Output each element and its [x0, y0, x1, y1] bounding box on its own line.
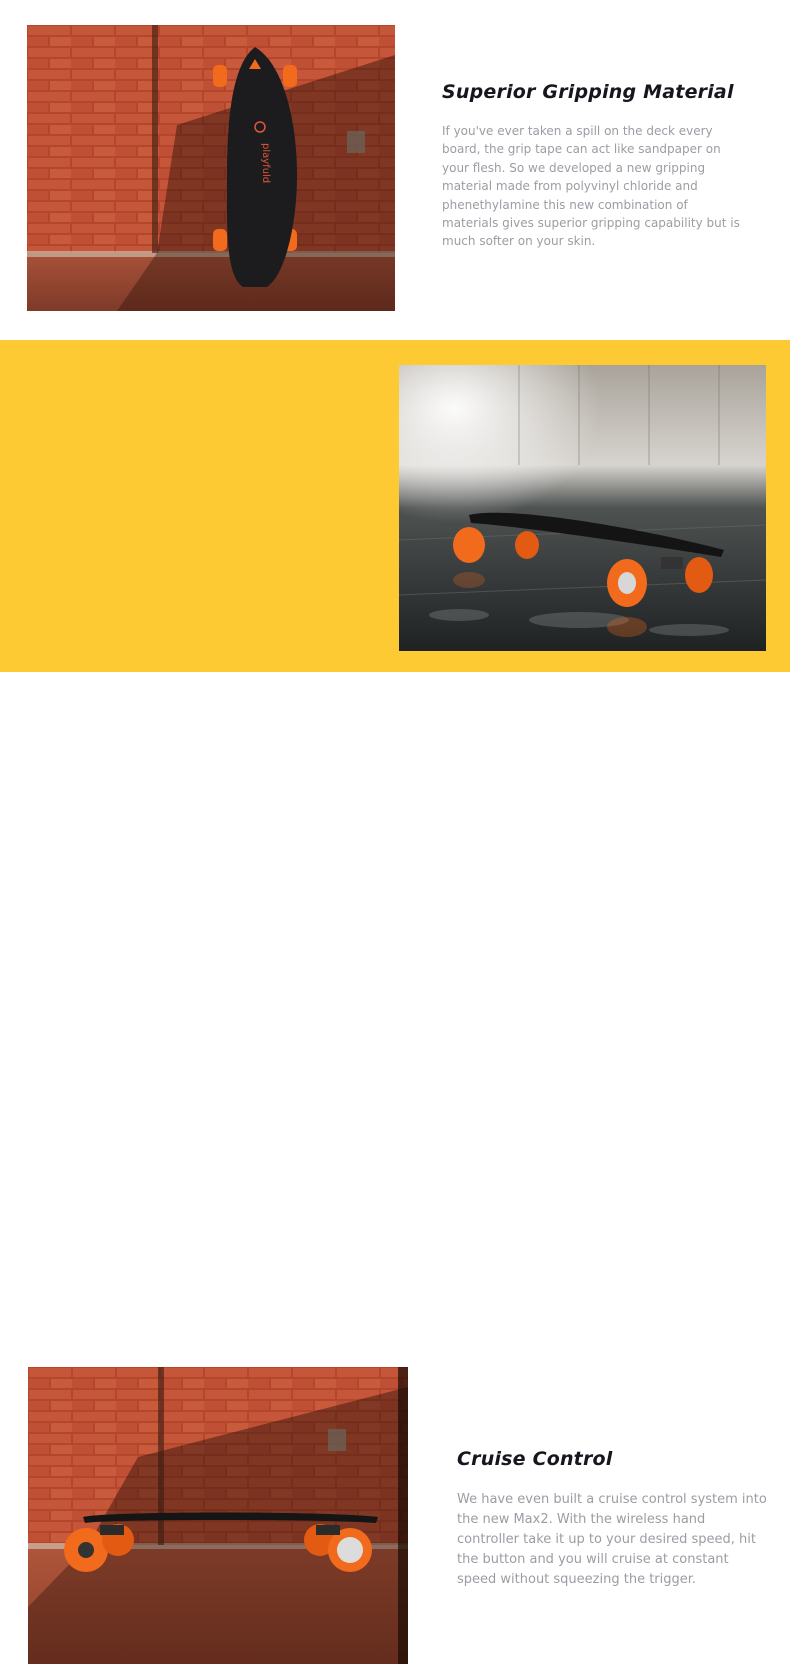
feature-title-grip: Superior Gripping Material: [442, 81, 734, 103]
skateboard-side-view-photo: [28, 1367, 408, 1664]
skateboard-on-wet-glass-photo: [399, 365, 766, 651]
feature-body-grip: If you've ever taken a spill on the deck every board, the grip tape can act like sandpaper on your flesh. So we developed a new gripping material made from polyvinyl chloride and phenethylamine this new combination of materials gives superior gripping capability but is much softer on your skin.: [442, 124, 740, 249]
feature-body-cruise: We have even built a cruise control system into the new Max2. With the wireless hand controller take it up to your desired speed, hit the button and you will cruise at constant speed without squeezing the trigger.: [457, 1492, 767, 1587]
skateboard-against-wall-photo: [27, 25, 395, 311]
svg-text:playfuld: playfuld: [260, 143, 271, 184]
feature-section-grip: [0, 0, 790, 340]
feature-section-cruise: [0, 672, 790, 1587]
feature-title-cruise: Cruise Control: [457, 1448, 613, 1470]
